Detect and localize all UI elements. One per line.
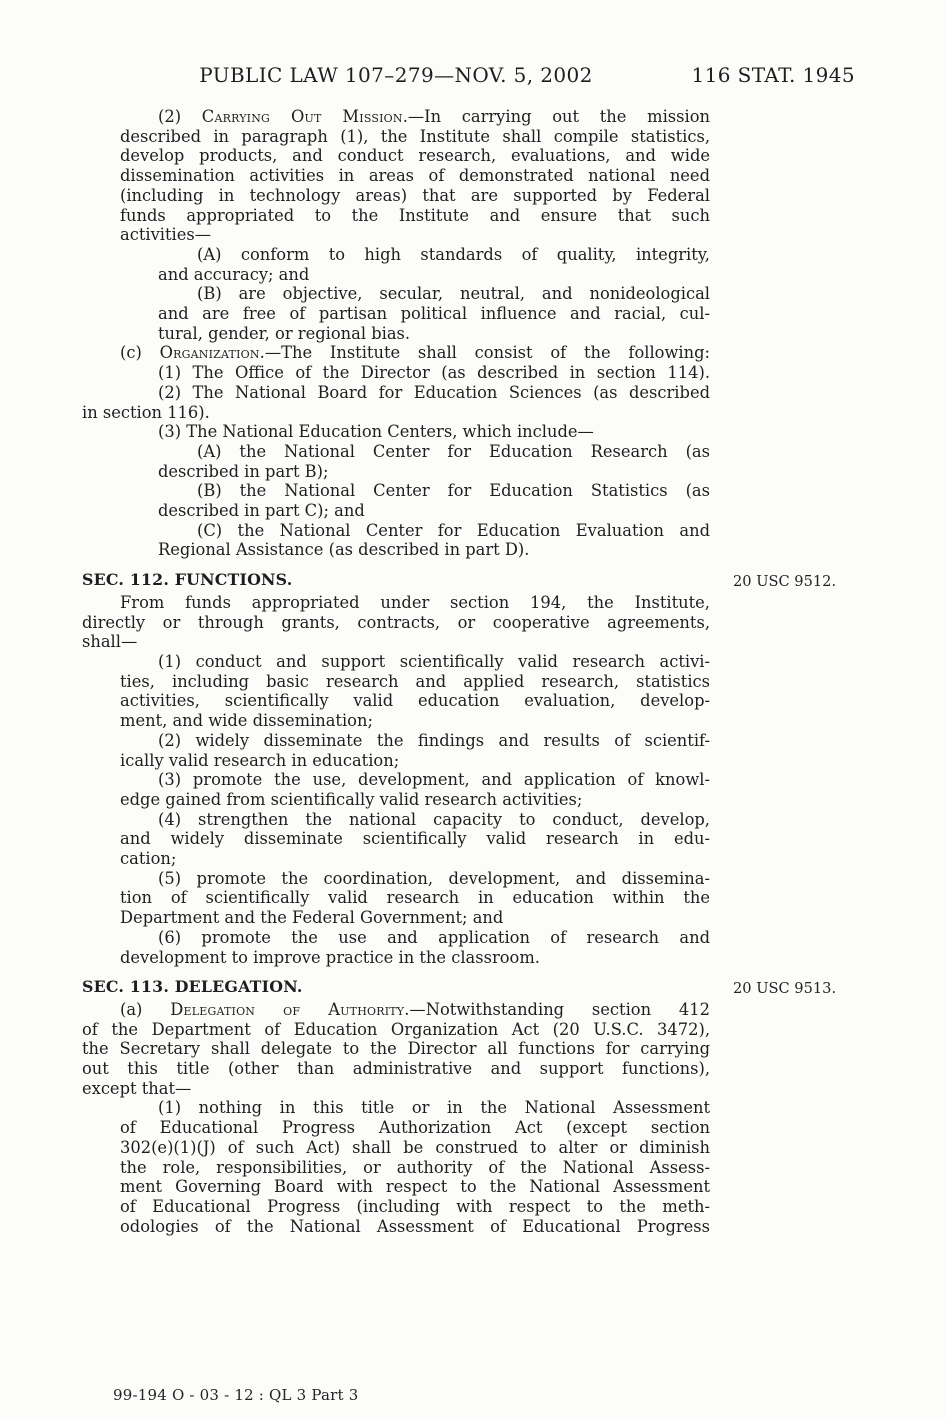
text-line: of Educational Progress Authorization Act (except section (120, 1118, 710, 1138)
text-line: ties, including basic research and applied research, statistics (120, 671, 710, 691)
text-line: (2) widely disseminate the findings and results of scientif- (158, 730, 710, 750)
text-line: described in paragraph (1), the Institute shall compile statistics, (120, 126, 710, 146)
text-line: (including in technology areas) that are supported by Federal (120, 185, 710, 205)
text-line: 302(e)(1)(J) of such Act) shall be construed to alter or diminish (120, 1137, 710, 1157)
text-line: (B) are objective, secular, neutral, and nonideological (197, 284, 710, 304)
text-line: odologies of the National Assessment of Educational Progress (120, 1216, 710, 1236)
text-line: described in part B); (158, 461, 329, 481)
print-imprint-line: 99-194 O - 03 - 12 : QL 3 Part 3 (113, 1386, 359, 1404)
text-line: Regional Assistance (as described in part D). (158, 540, 530, 560)
text-line: and are free of partisan political influence and racial, cul- (158, 304, 710, 324)
text-line: edge gained from scientifically valid research activities; (120, 789, 583, 809)
text-line: (a) Delegation of Authority.—Notwithstanding section 412 (120, 999, 710, 1019)
margin-note-usc-citation: 20 USC 9513. (733, 980, 837, 998)
section-heading-row (82, 570, 837, 591)
small-caps-term: Organization (159, 343, 260, 363)
text-line: except that— (82, 1078, 192, 1098)
text-line: and widely disseminate scientifically valid research in edu- (120, 829, 710, 849)
small-caps-term: Delegation of Authority (170, 999, 405, 1019)
text-line: develop products, and conduct research, evaluations, and wide (120, 146, 710, 166)
text-line: cation; (120, 849, 177, 869)
text-line: activities— (120, 225, 212, 245)
page-header (0, 63, 947, 89)
small-caps-term: Carrying Out Mission (201, 107, 403, 126)
text-line: From funds appropriated under section 194, the Institute, (120, 592, 710, 612)
section-heading: SEC. 112. FUNCTIONS. (82, 570, 293, 590)
section-heading-row (82, 977, 837, 998)
margin-note-usc-citation: 20 USC 9512. (733, 573, 837, 591)
text-line: the Secretary shall delegate to the Director all functions for carrying (82, 1039, 710, 1059)
text-line: (1) conduct and support scientifically valid research activi- (158, 651, 710, 671)
text-line: dissemination activities in areas of demonstrated national need (120, 166, 710, 186)
text-line: activities, scientifically valid education evaluation, develop- (120, 691, 710, 711)
section-heading: SEC. 113. DELEGATION. (82, 977, 303, 997)
text-line: of the Department of Education Organization Act (20 U.S.C. 3472), (82, 1019, 710, 1039)
text-line: ically valid research in education; (120, 750, 400, 770)
text-line: the role, responsibilities, or authority of the National Assess- (120, 1157, 710, 1177)
text-line: ment, and wide dissemination; (120, 711, 373, 731)
text-line: funds appropriated to the Institute and ensure that such (120, 205, 710, 225)
text-line: tural, gender, or regional bias. (158, 323, 411, 343)
text-line: (4) strengthen the national capacity to conduct, develop, (158, 809, 710, 829)
text-line: (A) conform to high standards of quality, integrity, (197, 244, 710, 264)
stat-page-number: 116 STAT. 1945 (691, 63, 855, 87)
text-line: shall— (82, 632, 138, 652)
text-line: Department and the Federal Government; and (120, 908, 504, 928)
text-line: and accuracy; and (158, 264, 310, 284)
text-line: ment Governing Board with respect to the National Assessment (120, 1177, 710, 1197)
text-line: out this title (other than administrative and support functions), (82, 1059, 710, 1079)
text-line: development to improve practice in the classroom. (120, 947, 540, 967)
page-body (82, 107, 837, 1236)
text-line: (A) the National Center for Education Research (as (197, 441, 710, 461)
text-line: (2) The National Board for Education Sciences (as described (158, 382, 710, 402)
text-line: (c) Organization.—The Institute shall consist of the following: (120, 343, 711, 363)
text-line: (3) promote the use, development, and application of knowl- (158, 770, 710, 790)
text-line: tion of scientifically valid research in education within the (120, 888, 710, 908)
text-line: (1) The Office of the Director (as described in section 114). (158, 363, 710, 383)
text-line: (5) promote the coordination, development, and dissemina- (158, 868, 710, 888)
text-line: of Educational Progress (including with respect to the meth- (120, 1196, 710, 1216)
text-line: in section 116). (82, 402, 210, 422)
text-line: described in part C); and (158, 501, 365, 521)
text-line: (6) promote the use and application of research and (158, 927, 710, 947)
text-line: (2) Carrying Out Mission.—In carrying out the mission (158, 107, 710, 126)
text-line: (3) The National Education Centers, which include— (158, 422, 594, 442)
text-line: (B) the National Center for Education Statistics (as (197, 481, 710, 501)
text-line: (C) the National Center for Education Evaluation and (197, 520, 710, 540)
text-line: directly or through grants, contracts, or cooperative agreements, (82, 612, 710, 632)
text-line: (1) nothing in this title or in the National Assessment (158, 1098, 710, 1118)
running-head-law-title: PUBLIC LAW 107–279—NOV. 5, 2002 (199, 63, 593, 87)
